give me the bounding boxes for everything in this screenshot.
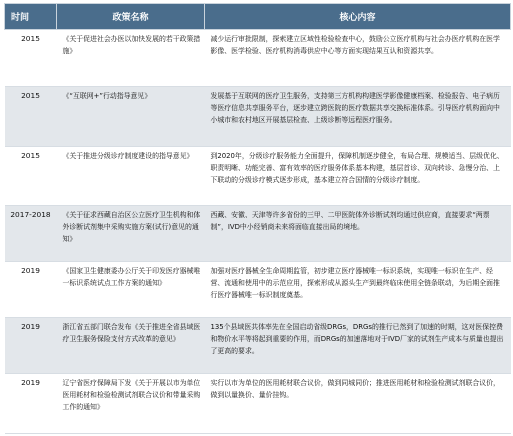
row-core-content: 减少运行审批限制，探索建立区域性检验检查中心，鼓励公立医疗机构与社会办医疗机构在医学影像、医学检验、医疗机构消毒供应中心等方面实现结果互认和资源共享。 [205, 30, 511, 87]
header-time: 时间 [5, 4, 57, 30]
row-year: 2015 [5, 87, 57, 147]
row-policy-name: 《关于征求西藏自治区公立医疗卫生机构和体外诊断试剂集中采购实施方案(试行)意见的通知》 [57, 206, 205, 262]
row-core-content: 135个县域医共体率先在全国启动省级DRGs，DRGs的推行已然到了加速的时期，这对医保控费和物价水平等将起到重要的作用，而DRGs的加速落地对于IVD厂家的试剂生产成本与质量也提出了更高的要求。 [205, 318, 511, 374]
policy-table [4, 3, 511, 434]
table-row [5, 374, 511, 434]
row-policy-name: 《关于促进社会办医以加快发展的若干政策措施》 [57, 30, 205, 87]
row-year: 2015 [5, 30, 57, 87]
row-year: 2019 [5, 262, 57, 318]
row-core-content: 西藏、安徽、天津等许多省份的三甲、二甲医院体外诊断试剂均通过供应商，直接要求“两票制”，IVD中小经销商未来将面临直接出局的境地。 [205, 206, 511, 262]
row-policy-name: 浙江省五部门联合发布《关于推进全省县域医疗卫生服务保险支付方式改革的意见》 [57, 318, 205, 374]
row-core-content: 加强对医疗器械全生命周期监管，初步建立医疗器械唯一标识系统，实现唯一标识在生产、经营、流通和使用中的示范应用，探索形成从源头生产到最终临床使用全链条联动，为后期全面推行医疗器械唯一标识制度奠基。 [205, 262, 511, 318]
row-year: 2019 [5, 374, 57, 434]
row-policy-name: 辽宁省医疗保障局下发《关于开展以市为单位医用耗材和检验检测试剂联合议价和带量采购工作的通知》 [57, 374, 205, 434]
table-row [5, 87, 511, 147]
header-policy-name: 政策名称 [57, 4, 205, 30]
row-policy-name: 《国家卫生健康委办公厅关于印发医疗器械唯一标识系统试点工作方案的通知》 [57, 262, 205, 318]
table-row [5, 318, 511, 374]
header-core-content: 核心内容 [205, 4, 511, 30]
row-core-content: 发展基于互联网的医疗卫生服务，支持第三方机构构建医学影像健康档案、检验报告、电子病历等医疗信息共享服务平台，逐步建立跨医院的医疗数据共享交换标准体系。引导医疗机构面向中小城市和农村地区开展基层检查、上级诊断等远程医疗服务。 [205, 87, 511, 147]
row-policy-name: 《“互联网+”行动指导意见》 [57, 87, 205, 147]
row-year: 2017-2018 [5, 206, 57, 262]
table-row [5, 30, 511, 87]
table-row [5, 206, 511, 262]
row-year: 2019 [5, 318, 57, 374]
row-policy-name: 《关于推进分级诊疗制度建设的指导意见》 [57, 147, 205, 206]
row-core-content: 到2020年，分级诊疗服务能力全面提升，保障机制逐步健全，布局合理、规模适当、层级优化、职责明晰、功能完善、富有效率的医疗服务体系基本构建，基层首诊、双向转诊、急慢分治、上下联动的分级诊疗模式逐步形成，基本建立符合国情的分级诊疗制度。 [205, 147, 511, 206]
row-core-content: 实行以市为单位的医用耗材联合议价，做到同城同价；推进医用耗材和检验检测试剂联合议价，做到以量换价、量价挂钩。 [205, 374, 511, 434]
table-row [5, 262, 511, 318]
table-header-row [5, 4, 511, 30]
policy-table-container [4, 3, 510, 434]
row-year: 2015 [5, 147, 57, 206]
table-row [5, 147, 511, 206]
